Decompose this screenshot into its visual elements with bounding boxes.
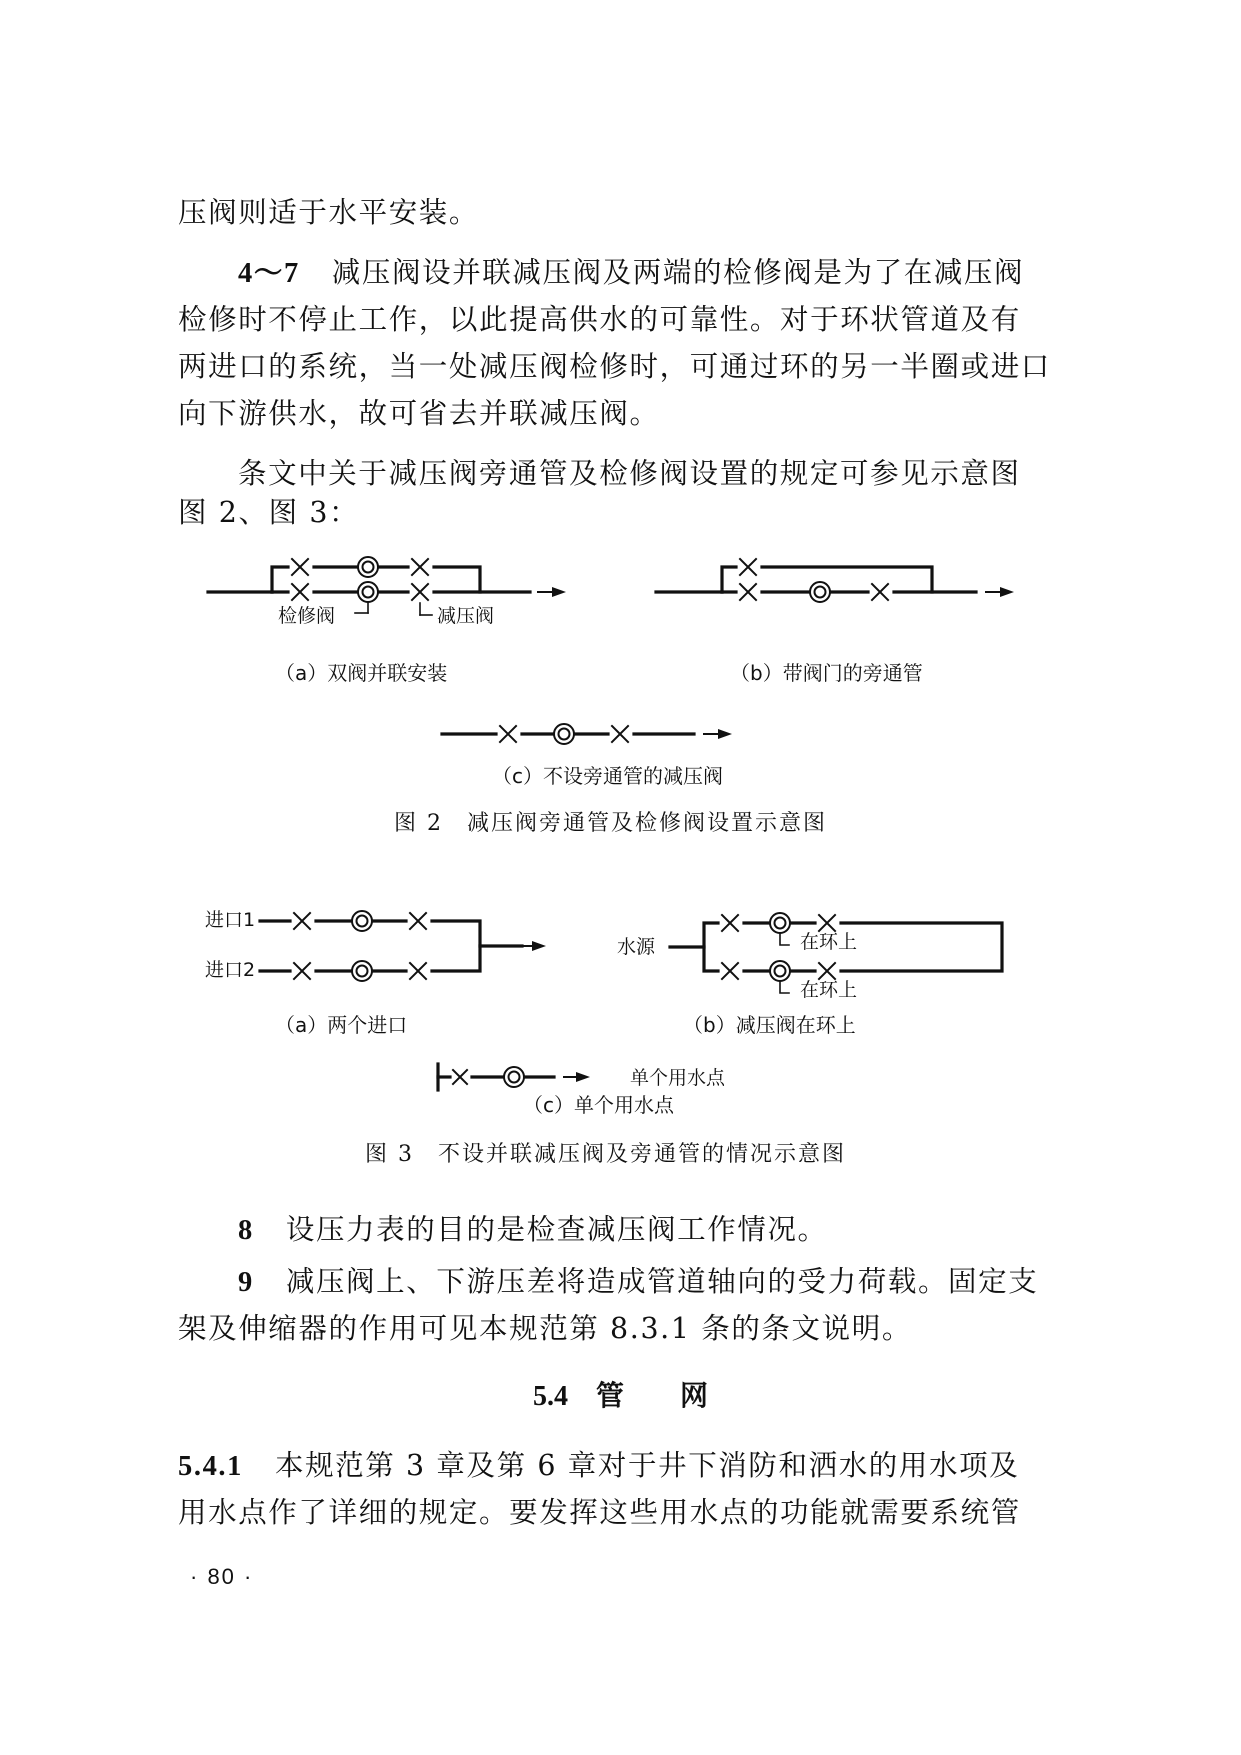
clause-8-line (238, 1210, 1068, 1251)
clause-text: 本规范第 3 章及第 6 章对于井下消防和洒水的用水项及 (274, 1449, 1020, 1482)
label-on-ring-top: 在环上 (800, 931, 858, 953)
section-heading: 5.4 管 网 (532, 1381, 708, 1412)
figure-reference-line-1: 条文中关于减压阀旁通管及检修阀设置的规定可参见示意图 (238, 457, 1021, 490)
pressure-reducing-valve-icon (810, 582, 830, 602)
clause-4-7-line-4: 向下游供水，故可省去并联减压阀。 (178, 397, 660, 430)
figure3b-caption: （b）减压阀在环上 (683, 1013, 856, 1037)
gate-valve-icon (612, 726, 628, 742)
clause-9-line-1 (238, 1262, 1068, 1303)
figure-reference-line-2: 图 2、图 3： (178, 496, 360, 529)
flow-arrow-icon (986, 587, 1014, 597)
clause-number: 9 (238, 1267, 254, 1298)
pressure-reducing-valve-icon (352, 961, 372, 981)
pressure-reducing-valve-icon (358, 582, 378, 602)
label-pressure-reducing-valve: 减压阀 (437, 605, 495, 627)
figure3-title: 图 3 不设并联减压阀及旁通管的情况示意图 (365, 1142, 846, 1167)
clause-4-7-line-2: 检修时不停止工作，以此提高供水的可靠性。对于环状管道及有 (178, 303, 1021, 336)
pressure-reducing-valve-icon (554, 724, 574, 744)
clause-text: 设压力表的目的是检查减压阀工作情况。 (285, 1213, 828, 1246)
figure3c-diagram (430, 1060, 620, 1096)
gate-valve-icon (412, 559, 428, 575)
clause-number: 5.4.1 (178, 1451, 243, 1482)
pressure-reducing-valve-icon (770, 961, 790, 981)
clause-9-line-2: 架及伸缩器的作用可见本规范第 8.3.1 条的条文说明。 (178, 1312, 912, 1345)
gate-valve-icon (500, 726, 516, 742)
label-inlet-2: 进口2 (205, 959, 256, 981)
clause-4-7-line-1 (238, 253, 1068, 294)
gate-valve-icon (410, 963, 426, 979)
flow-arrow-icon (538, 587, 566, 597)
figure2-title: 图 2 减压阀旁通管及检修阀设置示意图 (394, 811, 827, 836)
figure3a-diagram (260, 905, 560, 975)
leader-line (780, 982, 789, 993)
gate-valve-icon (410, 913, 426, 929)
label-on-ring-bottom: 在环上 (800, 979, 858, 1001)
gate-valve-icon (819, 915, 835, 931)
gate-valve-icon (722, 915, 738, 931)
gate-valve-icon (722, 963, 738, 979)
clause-text: 减压阀上、下游压差将造成管道轴向的受力荷载。固定支 (285, 1265, 1039, 1298)
flow-arrow-icon (564, 1072, 590, 1082)
label-water-source: 水源 (617, 936, 656, 958)
figure2c-caption: （c）不设旁通管的减压阀 (492, 764, 723, 788)
gate-valve-icon (292, 559, 308, 575)
pressure-reducing-valve-icon (770, 913, 790, 933)
gate-valve-icon (740, 584, 756, 600)
page-number: · 80 · (190, 1564, 254, 1589)
clause-4-7-line-3: 两进口的系统，当一处减压阀检修时，可通过环的另一半圈或进口 (178, 350, 1051, 383)
pressure-reducing-valve-icon (504, 1067, 524, 1087)
figure2b-diagram (650, 555, 1020, 615)
leader-line (780, 934, 789, 945)
figure2c-diagram (440, 720, 750, 750)
figure3a-caption: （a）两个进口 (275, 1013, 408, 1037)
figure2a-caption: （a）双阀并联安装 (275, 661, 448, 685)
flow-arrow-icon (704, 729, 732, 739)
gate-valve-icon (294, 913, 310, 929)
pipe (272, 567, 288, 592)
pressure-reducing-valve-icon (352, 911, 372, 931)
gate-valve-icon (292, 584, 308, 600)
gate-valve-icon (412, 584, 428, 600)
clause-number: 4～7 (238, 258, 300, 289)
clause-text: 减压阀设并联减压阀及两端的检修阀是为了在减压阀 (331, 256, 1025, 289)
gate-valve-icon (294, 963, 310, 979)
figure2a-diagram (200, 555, 570, 615)
pressure-reducing-valve-icon (358, 557, 378, 577)
label-inlet-1: 进口1 (205, 909, 256, 931)
flow-arrow-icon (522, 941, 546, 951)
figure2b-caption: （b）带阀门的旁通管 (730, 661, 923, 685)
clause-5-4-1-line-1 (178, 1446, 1068, 1487)
paragraph-line: 压阀则适于水平安装。 (178, 196, 480, 229)
gate-valve-icon (453, 1070, 467, 1084)
figure3c-caption: （c）单个用水点 (523, 1093, 674, 1117)
clause-number: 8 (238, 1215, 254, 1246)
label-maintenance-valve: 检修阀 (278, 605, 336, 627)
label-single-outlet: 单个用水点 (630, 1067, 726, 1089)
gate-valve-icon (819, 963, 835, 979)
clause-5-4-1-line-2: 用水点作了详细的规定。要发挥这些用水点的功能就需要系统管 (178, 1496, 1021, 1529)
gate-valve-icon (872, 584, 888, 600)
gate-valve-icon (740, 559, 756, 575)
